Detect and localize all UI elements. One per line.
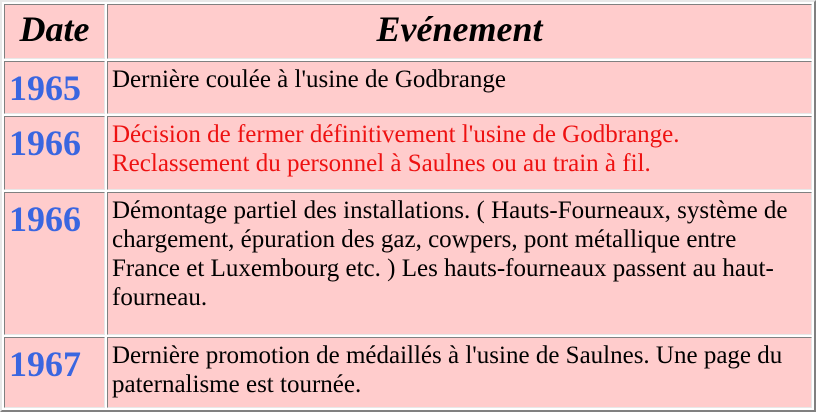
event-cell: Dernière coulée à l'usine de Godbrange (107, 61, 812, 114)
event-cell: Démontage partiel des installations. ( Hauts-Fourneaux, système de chargement, épuration des gaz, cowpers, pont métallique entre France et Luxembourg etc. ) Les hauts-fourneaux passent au haut-fourneau. (107, 192, 812, 335)
date-column-header: Date (4, 4, 105, 59)
event-cell: Décision de fermer définitivement l'usine de Godbrange. Reclassement du personnel à Saulnes ou au train à fil. (107, 116, 812, 190)
year-cell: 1965 (4, 61, 105, 114)
table-row (4, 116, 812, 190)
table-row (4, 61, 812, 114)
event-cell: Dernière promotion de médaillés à l'usine de Saulnes. Une page du paternalisme est tournée. (107, 337, 812, 408)
year-cell: 1967 (4, 337, 105, 408)
table-header-row (4, 4, 812, 59)
events-table (2, 2, 814, 410)
table-row (4, 337, 812, 408)
year-cell: 1966 (4, 116, 105, 190)
year-cell: 1966 (4, 192, 105, 335)
table-row (4, 192, 812, 335)
event-column-header: Evénement (107, 4, 812, 59)
